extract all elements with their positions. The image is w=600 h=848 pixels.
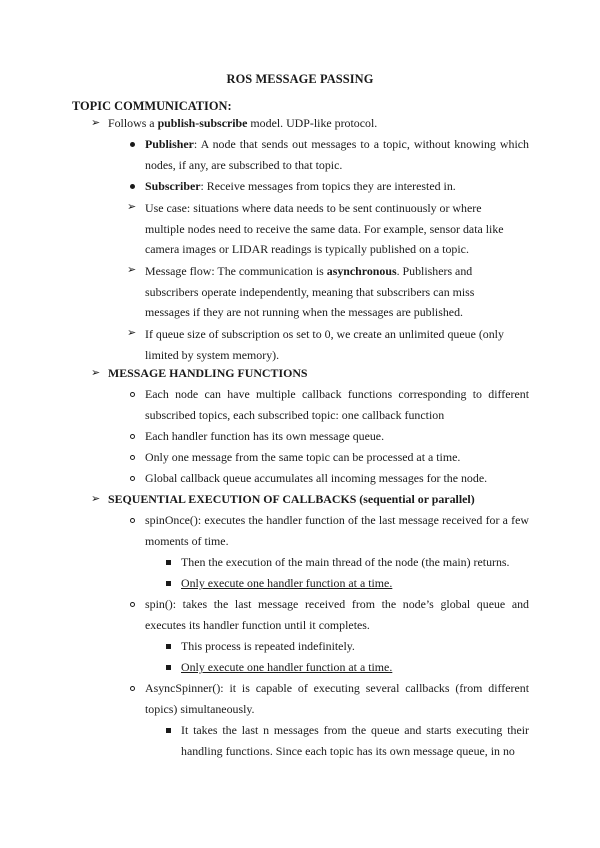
hollow-bullet-icon bbox=[130, 455, 135, 460]
arrow-bullet-icon: ➢ bbox=[91, 493, 101, 505]
list-item-subscriber bbox=[145, 176, 456, 196]
arrow-bullet-icon: ➢ bbox=[127, 264, 137, 276]
section-heading-sequential-execution: SEQUENTIAL EXECUTION OF CALLBACKS (sequential or parallel) bbox=[108, 492, 475, 506]
list-item-publisher bbox=[145, 134, 529, 175]
hollow-bullet-icon bbox=[130, 686, 135, 691]
hollow-bullet-icon bbox=[130, 476, 135, 481]
handling-item: Only one message from the same topic can be processed at a time. bbox=[145, 450, 461, 464]
hollow-bullet-icon bbox=[130, 518, 135, 523]
publisher-label: Publisher bbox=[145, 137, 194, 151]
list-item-spin-once: spinOnce(): executes the handler function of the last message received for a few moments of time. bbox=[145, 513, 529, 548]
hollow-bullet-icon bbox=[130, 434, 135, 439]
message-flow-bold: asynchronous bbox=[326, 264, 397, 278]
list-item-async-spinner: AsyncSpinner(): it is capable of executing several callbacks (from different topics) simultaneously. bbox=[145, 681, 529, 716]
handling-item: Each handler function has its own message queue. bbox=[145, 429, 385, 443]
section-heading-topic-communication: TOPIC COMMUNICATION: bbox=[72, 99, 232, 113]
list-item-use-case: Use case: situations where data needs to be sent continuously or where multiple nodes need to receive the same data. For example, sensor data like camera images or LIDAR readings is typically published on a topic. bbox=[145, 201, 504, 257]
spin-once-subitem: Only execute one handler function at a time. bbox=[181, 576, 393, 590]
hollow-bullet-icon bbox=[130, 602, 135, 607]
list-item-spin: spin(): takes the last message received from the node’s global queue and executes its handler function until it completes. bbox=[145, 597, 529, 632]
square-bullet-icon bbox=[166, 644, 171, 649]
square-bullet-icon bbox=[166, 728, 171, 733]
square-bullet-icon bbox=[166, 665, 171, 670]
subscriber-text: : Receive messages from topics they are interested in. bbox=[200, 179, 456, 193]
filled-bullet-icon bbox=[130, 142, 135, 147]
publisher-text: : A node that sends out messages to a topic, without knowing which nodes, if any, are subscribed to that topic. bbox=[145, 137, 529, 172]
model-text-bold: publish-subscribe bbox=[157, 116, 248, 130]
list-item-model bbox=[108, 113, 377, 133]
section-heading-message-handling: MESSAGE HANDLING FUNCTIONS bbox=[108, 366, 308, 380]
message-flow-pre: Message flow: The communication is bbox=[145, 264, 327, 278]
arrow-bullet-icon: ➢ bbox=[127, 201, 137, 213]
handling-item: Each node can have multiple callback functions corresponding to different subscribed topics, each subscribed topic: one callback function bbox=[145, 387, 529, 422]
arrow-bullet-icon: ➢ bbox=[91, 117, 101, 129]
handling-item: Global callback queue accumulates all incoming messages for the node. bbox=[145, 471, 488, 485]
filled-bullet-icon bbox=[130, 184, 135, 189]
arrow-bullet-icon: ➢ bbox=[127, 327, 137, 339]
hollow-bullet-icon bbox=[130, 392, 135, 397]
arrow-bullet-icon: ➢ bbox=[91, 367, 101, 379]
model-text-pre: Follows a bbox=[108, 116, 158, 130]
message-flow-post: . Publishers and subscribers operate independently, meaning that subscribers can miss messages if they are not running when the messages are published. bbox=[145, 264, 475, 320]
async-spinner-subitem: It takes the last n messages from the queue and starts executing their handling functions. Since each topic has its own message queue, in no bbox=[181, 723, 529, 758]
square-bullet-icon bbox=[166, 560, 171, 565]
spin-subitem: This process is repeated indefinitely. bbox=[181, 639, 355, 653]
list-item-message-flow bbox=[145, 261, 507, 323]
spin-subitem: Only execute one handler function at a time. bbox=[181, 660, 393, 674]
square-bullet-icon bbox=[166, 581, 171, 586]
model-text-post: model. UDP-like protocol. bbox=[247, 116, 378, 130]
page-title: ROS MESSAGE PASSING bbox=[226, 72, 374, 86]
subscriber-label: Subscriber bbox=[145, 179, 201, 193]
spin-once-subitem: Then the execution of the main thread of the node (the main) returns. bbox=[181, 555, 510, 569]
list-item-queue-size: If queue size of subscription os set to 0, we create an unlimited queue (only limited by system memory). bbox=[145, 327, 504, 362]
